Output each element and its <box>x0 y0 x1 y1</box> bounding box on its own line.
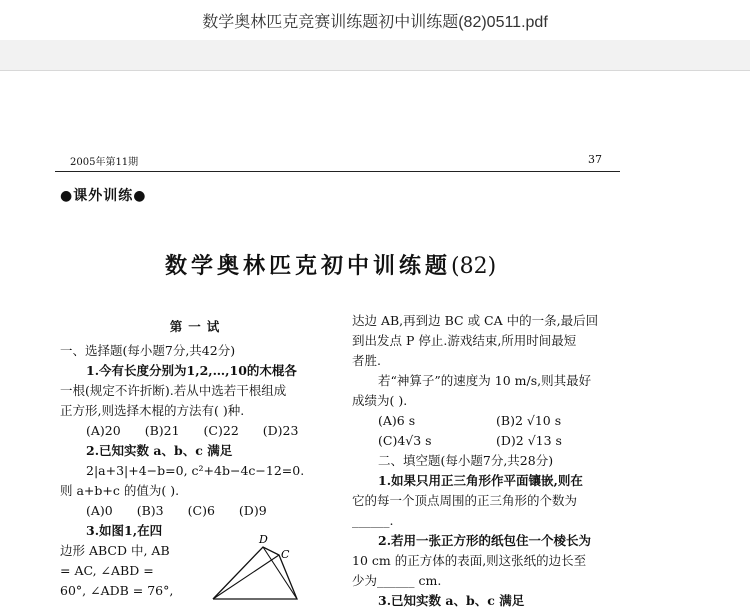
figure-label-d: D <box>259 533 268 546</box>
right-line4: 若“神算子”的速度为 10 m/s,则其最好 <box>378 373 592 388</box>
right-line3: 者胜. <box>352 353 381 368</box>
q2-option: (D)9 <box>238 503 267 518</box>
option-d: (D)2 √13 s <box>496 433 562 448</box>
q1-line3: 正方形,则选择木棍的方法有( )种. <box>60 403 245 418</box>
q2-line1: 2.已知实数 a、b、c 满足 <box>86 443 233 458</box>
figure-1-quadrilateral <box>205 526 305 596</box>
part1-heading: 一、选择题(每小题7分,共42分) <box>60 343 236 358</box>
option-c: (C)4√3 s <box>378 433 432 448</box>
header-rule <box>55 171 620 172</box>
fill1-line3: ______. <box>352 513 394 528</box>
right-column <box>352 311 627 611</box>
q3-line3: = AC, ∠ABD = <box>60 563 154 578</box>
figure-diagonal-ac <box>263 547 297 599</box>
section-label: ●课外训练● <box>60 188 147 204</box>
q1-options <box>60 421 335 441</box>
q1-option: (D)23 <box>262 423 299 438</box>
right-line1: 达边 AB,再到边 BC 或 CA 中的一条,最后回 <box>352 313 599 328</box>
figure-label-c: C <box>281 548 290 561</box>
q3-line1: 3.如图1,在四 <box>86 523 163 538</box>
viewer-gap <box>0 40 750 70</box>
fill2-line1: 2.若用一张正方形的纸包住一个棱长为 <box>378 533 592 548</box>
exam-heading: 第一试 <box>169 319 226 334</box>
right-line2: 到出发点 P 停止.游戏结束,所用时间最短 <box>352 333 577 348</box>
q1-option: (C)22 <box>203 423 239 438</box>
fill3-line1: 3.已知实数 a、b、c 满足 <box>378 593 525 608</box>
q-options-right <box>352 411 627 451</box>
q2-line3: 则 a+b+c 的值为( ). <box>60 483 180 498</box>
q2-options <box>60 501 335 521</box>
figure-diagonal-bd <box>213 555 279 599</box>
document-title: 数学奥林匹克竞赛训练题初中训练题(82)0511.pdf <box>202 13 548 31</box>
option-b: (B)2 √10 s <box>496 413 562 428</box>
q1-line2: 一根(规定不许折断).若从中选若干根组成 <box>60 383 287 398</box>
q3-line2: 边形 ABCD 中, AB <box>60 543 170 558</box>
main-title-number: (82) <box>451 254 497 279</box>
q1-option: (B)21 <box>144 423 180 438</box>
main-title <box>165 249 496 280</box>
page-number: 37 <box>588 153 602 166</box>
part2-heading: 二、填空题(每小题7分,共28分) <box>378 453 554 468</box>
q2-option: (B)3 <box>136 503 164 518</box>
window-title-bar <box>0 0 750 40</box>
pdf-page[interactable] <box>0 70 750 608</box>
q3-line4: 60°, ∠ADB = 76°, <box>60 583 174 598</box>
main-title-text: 数学奥林匹克初中训练题 <box>165 253 452 279</box>
q2-option: (A)0 <box>86 503 113 518</box>
fill1-line1: 1.如果只用正三角形作平面镶嵌,则在 <box>378 473 583 488</box>
q1-option: (A)20 <box>86 423 121 438</box>
q2-line2: 2|a+3|+4−b=0, c²+4b−4c−12=0. <box>86 463 305 478</box>
option-a: (A)6 s <box>378 413 416 428</box>
q1-line1: 1.今有长度分别为1,2,…,10的木棍各 <box>86 363 297 378</box>
right-line5: 成绩为( ). <box>352 393 408 408</box>
q2-option: (C)6 <box>187 503 215 518</box>
fill2-line2: 10 cm 的正方体的表面,则这张纸的边长至 <box>352 553 587 568</box>
fill1-line2: 它的每一个顶点周围的正三角形的个数为 <box>352 493 578 508</box>
issue-label: 2005年第11期 <box>70 157 139 168</box>
fill2-line3: 少为______ cm. <box>352 573 442 588</box>
